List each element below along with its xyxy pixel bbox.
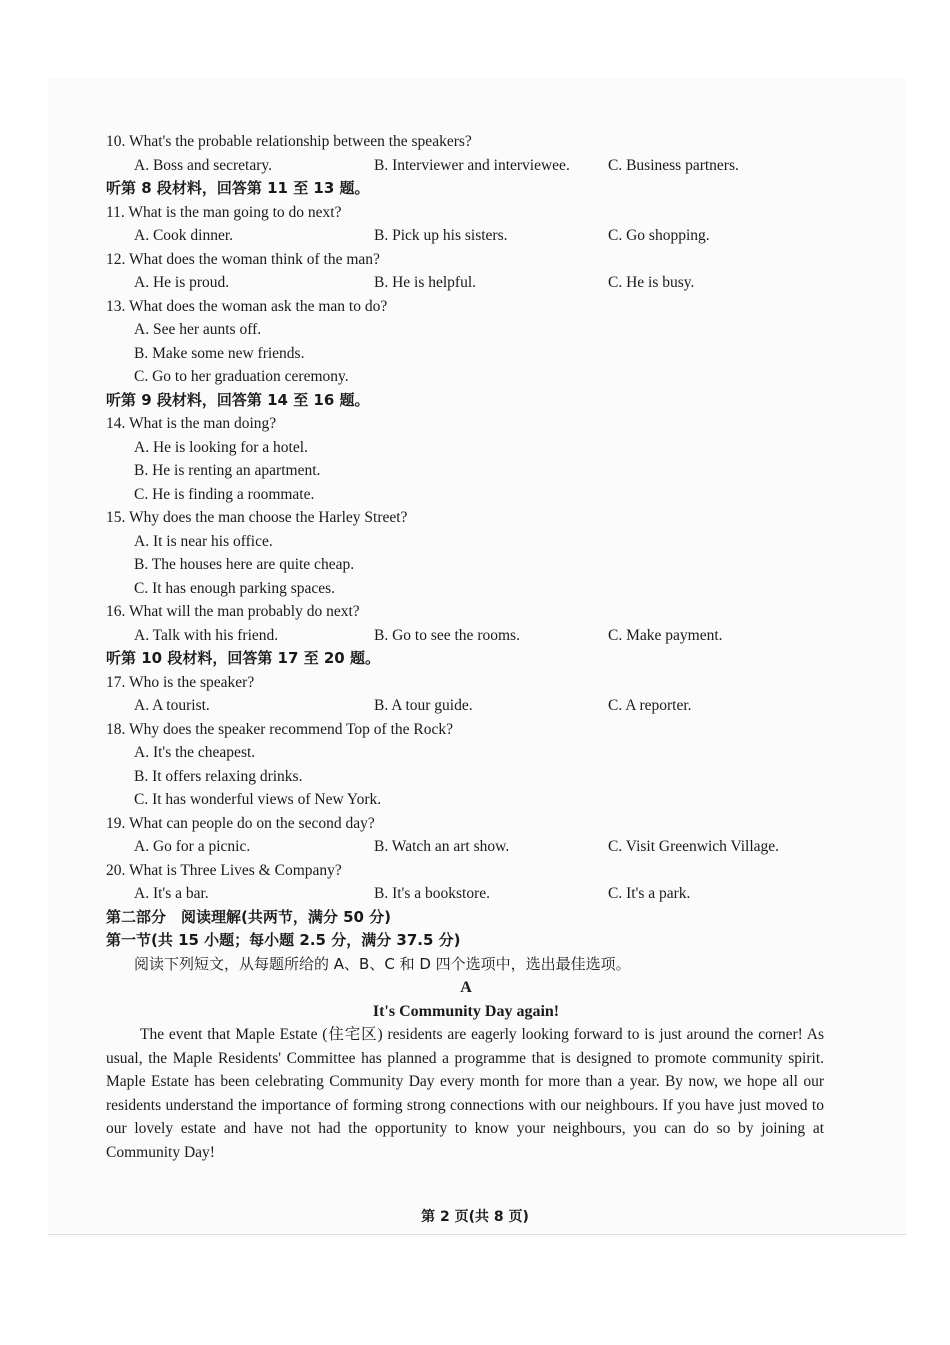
option-a: A. He is looking for a hotel. bbox=[134, 438, 308, 456]
question-15: 15. Why does the man choose the Harley Street? bbox=[106, 509, 408, 526]
reading-instructions: 阅读下列短文，从每题所给的 A、B、C 和 D 四个选项中，选出最佳选项。 bbox=[134, 954, 631, 973]
option-c: C. Go shopping. bbox=[608, 227, 710, 244]
section-heading-10: 听第 10 段材料，回答第 17 至 20 题。 bbox=[106, 649, 380, 667]
question-10: 10. What's the probable relationship between the speakers? bbox=[106, 133, 472, 150]
option-c: C. Business partners. bbox=[608, 156, 739, 174]
question-12-options bbox=[106, 271, 826, 295]
question-16-options bbox=[106, 624, 826, 648]
passage-body: The event that Maple Estate (住宅区) residents are eagerly looking forward to is just around the corner! As usual, the Maple Residents' Committee has planned a programme that is designed to promote community spirit. Maple Estate has been celebrating Community Day every month for more than a year. By now, we hope all our residents understand the importance of forming strong connections with our neighbours. If you have just moved to our lovely estate and have not had the opportunity to know your neighbours, you can do so by joining at Community Day! bbox=[106, 1026, 824, 1161]
option-a: A. Boss and secretary. bbox=[134, 156, 273, 174]
section-heading-9: 听第 9 段材料，回答第 14 至 16 题。 bbox=[106, 390, 370, 409]
question-16: 16. What will the man probably do next? bbox=[106, 603, 360, 620]
option-c: C. It's a park. bbox=[608, 885, 691, 902]
option-a: A. See her aunts off. bbox=[134, 321, 262, 338]
option-b: B. Pick up his sisters. bbox=[374, 227, 508, 244]
option-c: C. He is finding a roommate. bbox=[134, 485, 315, 503]
option-b: B. Go to see the rooms. bbox=[374, 626, 520, 644]
page-footer: 第 2 页(共 8 页) bbox=[421, 1209, 529, 1225]
question-14: 14. What is the man doing? bbox=[106, 415, 277, 432]
question-17-options bbox=[106, 694, 826, 718]
question-18: 18. Why does the speaker recommend Top of the Rock? bbox=[106, 720, 453, 738]
part-two-section-one-heading: 第一节(共 15 小题；每小题 2.5 分，满分 37.5 分) bbox=[106, 931, 461, 949]
option-b: B. He is renting an apartment. bbox=[134, 462, 321, 479]
option-c: C. Make payment. bbox=[608, 626, 723, 644]
option-b: B. A tour guide. bbox=[374, 697, 473, 714]
option-a: A. Talk with his friend. bbox=[134, 626, 279, 644]
option-a: A. A tourist. bbox=[134, 697, 210, 714]
footer-divider bbox=[48, 1234, 906, 1235]
passage-letter: A bbox=[460, 979, 472, 996]
option-c: C. A reporter. bbox=[608, 697, 692, 714]
option-b: B. He is helpful. bbox=[374, 274, 477, 291]
option-b: B. It offers relaxing drinks. bbox=[134, 767, 303, 785]
part-two-heading: 第二部分 阅读理解(共两节，满分 50 分) bbox=[106, 907, 392, 926]
option-b: B. Make some new friends. bbox=[134, 344, 305, 362]
option-a: A. Go for a picnic. bbox=[134, 838, 251, 855]
section-heading-8: 听第 8 段材料，回答第 11 至 13 题。 bbox=[106, 179, 370, 197]
question-10-options bbox=[106, 154, 826, 178]
question-17: 17. Who is the speaker? bbox=[106, 673, 255, 691]
question-20-options bbox=[106, 882, 826, 906]
option-a: A. It is near his office. bbox=[134, 532, 273, 550]
option-c: C. Go to her graduation ceremony. bbox=[134, 368, 349, 385]
option-a: A. He is proud. bbox=[134, 274, 230, 291]
exam-page bbox=[106, 130, 826, 1164]
option-a: A. It's a bar. bbox=[134, 885, 209, 902]
question-19-options bbox=[106, 835, 826, 859]
question-20: 20. What is Three Lives & Company? bbox=[106, 861, 342, 879]
question-11: 11. What is the man going to do next? bbox=[106, 203, 342, 221]
option-b: B. Watch an art show. bbox=[374, 838, 510, 855]
question-12: 12. What does the woman think of the man? bbox=[106, 250, 380, 268]
option-c: C. It has wonderful views of New York. bbox=[134, 791, 382, 808]
option-a: A. Cook dinner. bbox=[134, 227, 234, 244]
option-b: B. Interviewer and interviewee. bbox=[374, 156, 570, 174]
option-c: C. It has enough parking spaces. bbox=[134, 579, 336, 597]
option-a: A. It's the cheapest. bbox=[134, 744, 256, 761]
question-19: 19. What can people do on the second day? bbox=[106, 814, 375, 832]
option-c: C. He is busy. bbox=[608, 274, 695, 291]
question-11-options bbox=[106, 224, 826, 248]
option-b: B. It's a bookstore. bbox=[374, 885, 491, 902]
option-b: B. The houses here are quite cheap. bbox=[134, 556, 355, 573]
option-c: C. Visit Greenwich Village. bbox=[608, 838, 780, 855]
question-13: 13. What does the woman ask the man to do? bbox=[106, 297, 388, 315]
passage-title: It's Community Day again! bbox=[372, 1002, 560, 1020]
